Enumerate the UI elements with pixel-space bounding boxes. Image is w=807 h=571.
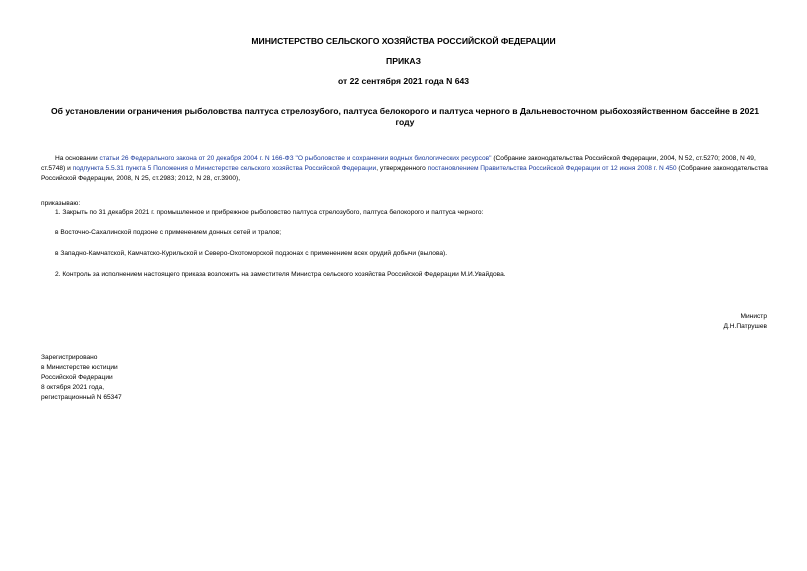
item-2: 2. Контроль за исполнением настоящего приказа возложить на заместителя Министра сельского хозяйства Российской Федерации М.И.Увайдова. [55,271,506,278]
signature-name: Д.Н.Патрушев [723,323,767,330]
registration-line-4: 8 октября 2021 года, [41,384,105,391]
registration-line-1: Зарегистрировано [41,354,98,361]
preamble-paragraph [41,154,771,184]
preamble-text-3: , утвержденного [376,165,428,172]
preamble-text-1: На основании [55,155,100,162]
law-article-26-link[interactable]: статьи 26 Федерального закона от 20 декабря 2004 г. N 166-ФЗ "О рыболовстве и сохранении водных биологических ресурсов" [99,155,492,162]
ministry-heading: МИНИСТЕРСТВО СЕЛЬСКОГО ХОЗЯЙСТВА РОССИЙСКОЙ ФЕДЕРАЦИИ [251,36,556,46]
order-word: приказываю: [41,200,81,207]
item-1a: в Восточно-Сахалинской подзоне с применением донных сетей и тралов; [55,229,282,236]
item-1: 1. Закрыть по 31 декабря 2021 г. промышленное и прибрежное рыболовство палтуса стрелозубого, палтуса белокорого и палтуса черного: [55,209,484,216]
page-title: Об установлении ограничения рыболовства палтуса стрелозубого, палтуса белокорого и палтуса черного в Дальневосточном рыбохозяйственном бассейне в 2021 году [50,106,760,127]
preamble-text-4: (Собрание законодательства Российской Федерации, 2008, N 25, ст.2983; 2012, N 28, ст.3900), [41,165,768,182]
doc-date-number: от 22 сентября 2021 года N 643 [337,76,470,86]
registration-line-5: регистрационный N 65347 [41,394,122,401]
signature-position: Министр [740,313,767,320]
government-decree-link[interactable]: постановлением Правительства Российской Федерации от 12 июня 2008 г. N 450 [427,165,677,172]
regulation-subparagraph-link[interactable]: подпункта 5.5.31 пункта 5 Положения о Министерстве сельского хозяйства Российской Федерации [72,165,377,172]
preamble-text-2: (Собрание законодательства Российской Федерации, 2004, N 52, ст.5270; 2008, N 49, ст.5748) и [41,155,756,172]
registration-line-3: Российской Федерации [41,374,113,381]
doc-type-heading: ПРИКАЗ [386,56,421,66]
item-1b: в Западно-Камчатской, Камчатско-Курильской и Северо-Охотоморской подзонах с применением всех орудий добычи (вылова). [55,250,448,257]
registration-line-2: в Министерстве юстиции [41,364,118,371]
